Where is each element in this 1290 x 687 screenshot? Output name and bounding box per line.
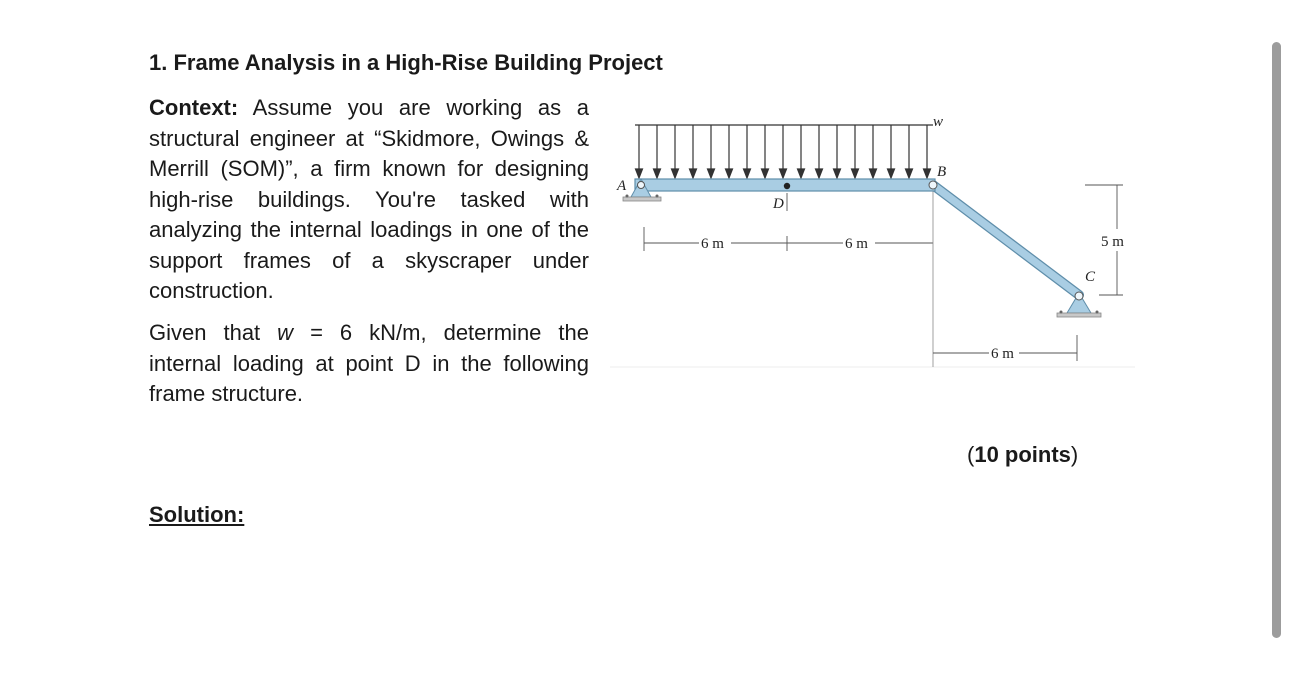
load-arrow-head xyxy=(744,169,751,178)
load-arrow-head xyxy=(636,169,643,178)
given-paragraph xyxy=(149,318,589,410)
load-arrow-head xyxy=(762,169,769,178)
context-paragraph xyxy=(149,93,589,307)
load-arrow-head xyxy=(798,169,805,178)
context-text: Assume you are working as a structural engineer at “Skidmore, Owings & Merrill (SOM)”, a firm known for designing high-rise buildings. You're tasked with analyzing the internal loadings in one of the support frames of a skyscraper under construction. xyxy=(149,95,589,303)
given-prefix: Given that xyxy=(149,320,278,345)
dim-label-bc-vertical: 5 m xyxy=(1101,234,1124,250)
load-arrow-head xyxy=(726,169,733,178)
load-arrow-head xyxy=(654,169,661,178)
dim-label-db: 6 m xyxy=(845,236,868,252)
points-label xyxy=(967,442,1078,468)
frame-diagram xyxy=(605,105,1140,380)
load-arrow-head xyxy=(924,169,931,178)
solution-label: Solution: xyxy=(149,502,245,527)
context-label: Context: xyxy=(149,95,239,120)
scrollbar[interactable] xyxy=(1272,42,1281,638)
label-c: C xyxy=(1085,269,1096,285)
points-value: 10 points xyxy=(974,442,1071,467)
given-suffix: = 6 kN/m, determine the internal loading at point D in the following frame structure. xyxy=(149,320,589,406)
member-bc xyxy=(933,185,1079,295)
dim-label-bc-horizontal: 6 m xyxy=(991,346,1014,362)
dim-label-ad: 6 m xyxy=(701,236,724,252)
page-title: 1. Frame Analysis in a High-Rise Building Project xyxy=(149,50,663,75)
load-arrows xyxy=(636,125,931,178)
support-c xyxy=(1057,292,1101,317)
load-arrow-head xyxy=(780,169,787,178)
label-a: A xyxy=(617,178,627,194)
distributed-load xyxy=(635,125,933,178)
label-b: B xyxy=(937,164,947,180)
joint-b xyxy=(929,181,937,189)
load-arrow-head xyxy=(852,169,859,178)
load-arrow-head xyxy=(888,169,895,178)
load-arrow-head xyxy=(690,169,697,178)
load-arrow-head xyxy=(834,169,841,178)
dimension-lines-ab xyxy=(644,227,933,251)
given-variable: w xyxy=(277,320,294,345)
load-arrow-head xyxy=(906,169,913,178)
load-arrow-head xyxy=(816,169,823,178)
load-label: w xyxy=(933,114,944,130)
points-open: ( xyxy=(967,442,975,467)
load-arrow-head xyxy=(708,169,715,178)
load-arrow-head xyxy=(672,169,679,178)
point-d-marker xyxy=(784,183,790,189)
points-close: ) xyxy=(1070,442,1079,467)
label-d: D xyxy=(773,196,784,212)
load-arrow-head xyxy=(870,169,877,178)
